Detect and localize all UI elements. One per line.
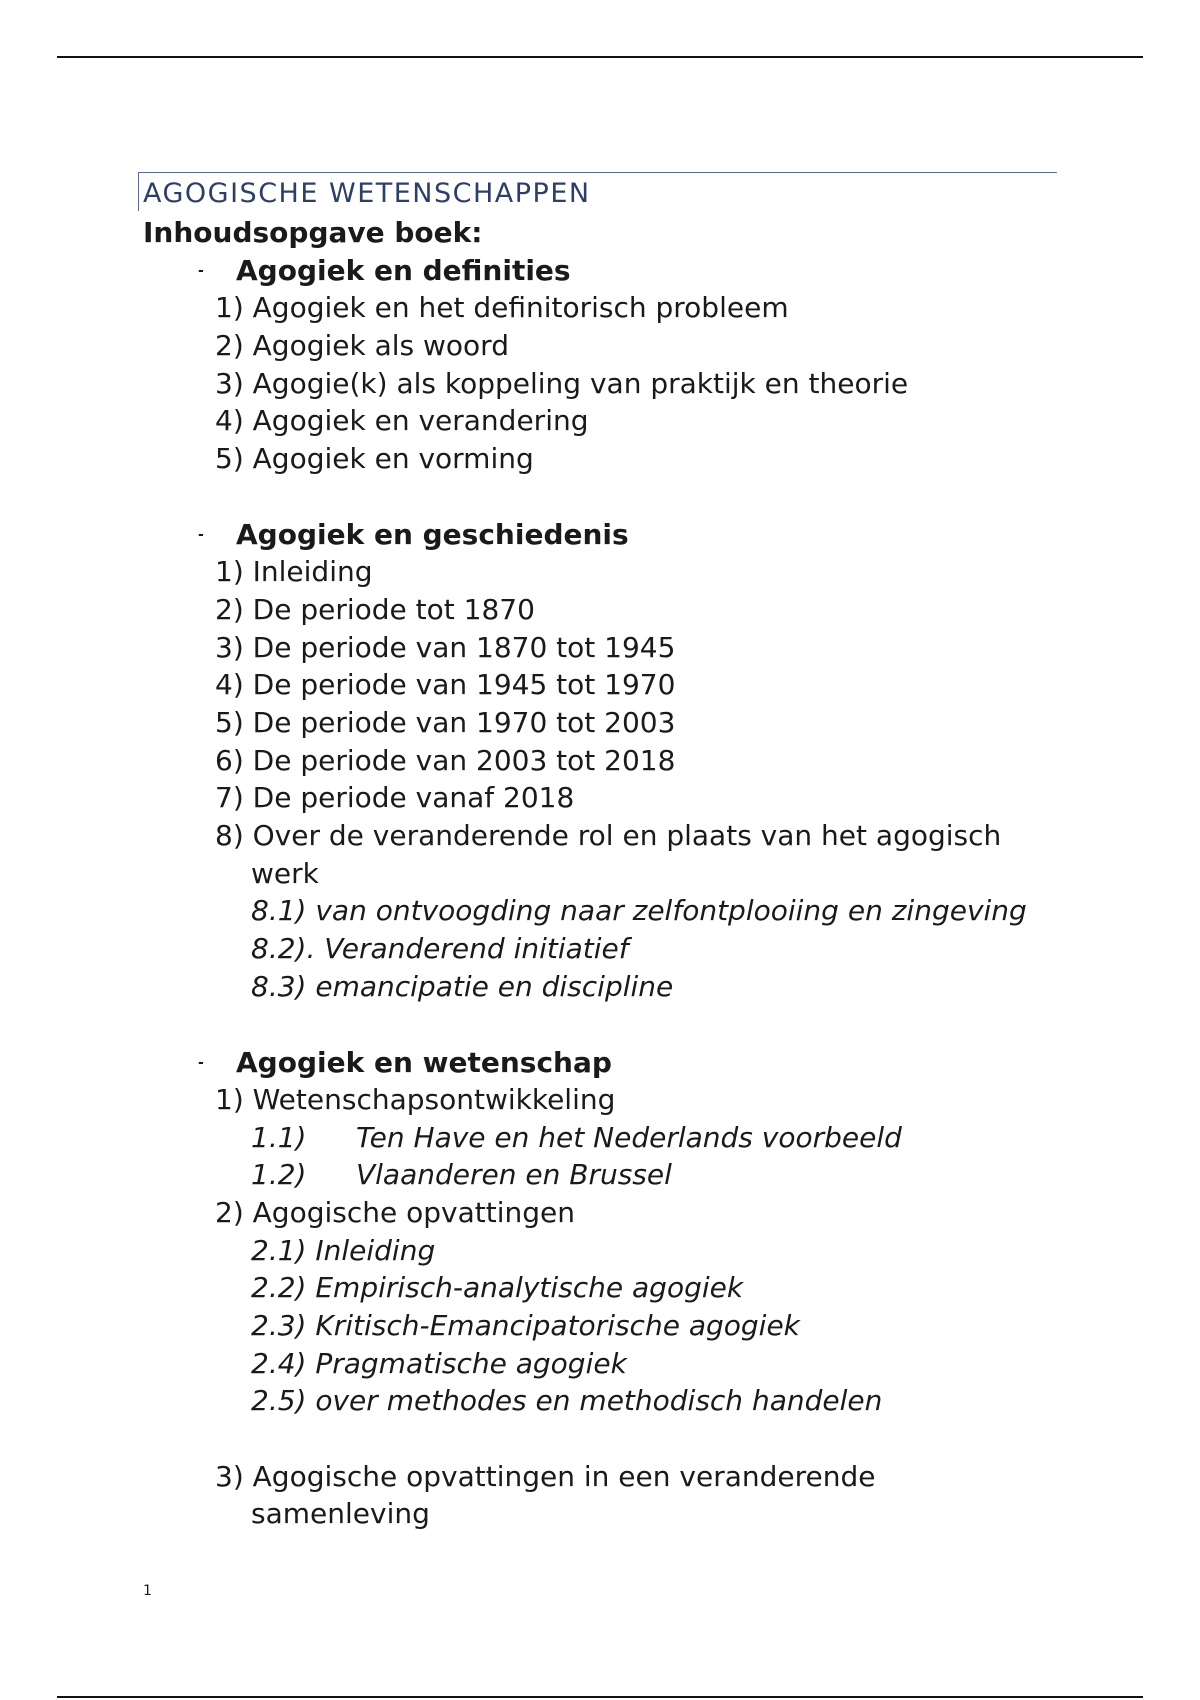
- subitem-number: 1.1): [251, 1121, 307, 1154]
- footer-rule: [57, 1696, 1143, 1698]
- toc-item: 1) Inleiding: [215, 555, 373, 588]
- subitem-text: Vlaanderen en Brussel: [356, 1158, 672, 1191]
- toc-subitem: 2.2) Empirisch-analytische agogiek: [251, 1271, 744, 1304]
- toc-item: 5) De periode van 1970 tot 2003: [215, 706, 676, 739]
- toc-subitem: 8.3) emancipatie en discipline: [251, 970, 674, 1003]
- toc-item: 4) Agogiek en verandering: [215, 404, 589, 437]
- bullet-marker: -: [198, 527, 204, 543]
- toc-item: 1) Agogiek en het definitorisch probleem: [215, 291, 789, 324]
- toc-item-continuation: samenleving: [251, 1497, 430, 1530]
- bullet-marker: -: [198, 263, 204, 279]
- section-heading: Agogiek en geschiedenis: [236, 518, 629, 551]
- subitem-text: Ten Have en het Nederlands voorbeeld: [356, 1121, 902, 1154]
- toc-item: 3) Agogie(k) als koppeling van praktijk en theorie: [215, 367, 909, 400]
- toc-item: 8) Over de veranderende rol en plaats van het agogisch: [215, 819, 1002, 852]
- toc-subitem: 8.1) van ontvoogding naar zelfontplooiing en zingeving: [251, 894, 1027, 927]
- toc-item: 6) De periode van 2003 tot 2018: [215, 744, 676, 777]
- toc-item: 2) Agogische opvattingen: [215, 1196, 575, 1229]
- toc-item: 1) Wetenschapsontwikkeling: [215, 1083, 616, 1116]
- toc-item: 5) Agogiek en vorming: [215, 442, 534, 475]
- toc-item: 3) Agogische opvattingen in een veranderende: [215, 1460, 876, 1493]
- toc-subitem: 2.5) over methodes en methodisch handelen: [251, 1384, 883, 1417]
- toc-item: 2) De periode tot 1870: [215, 593, 535, 626]
- section-heading: Agogiek en definities: [236, 254, 571, 287]
- toc-item: 7) De periode vanaf 2018: [215, 781, 575, 814]
- toc-item: 4) De periode van 1945 tot 1970: [215, 668, 676, 701]
- document-title: AGOGISCHE WETENSCHAPPEN: [143, 178, 591, 209]
- toc-item: 2) Agogiek als woord: [215, 329, 509, 362]
- header-rule: [57, 56, 1143, 58]
- subitem-number: 1.2): [251, 1158, 307, 1191]
- toc-subitem: 2.1) Inleiding: [251, 1234, 436, 1267]
- toc-subitem: 2.4) Pragmatische agogiek: [251, 1347, 627, 1380]
- toc-subitem: [251, 1119, 902, 1157]
- bullet-marker: -: [198, 1055, 204, 1071]
- toc-item: 3) De periode van 1870 tot 1945: [215, 631, 676, 664]
- toc-subitem: 2.3) Kritisch-Emancipatorische agogiek: [251, 1309, 800, 1342]
- page-number: 1: [143, 1583, 152, 1599]
- toc-subitem: [251, 1156, 672, 1194]
- toc-heading: Inhoudsopgave boek:: [143, 216, 483, 249]
- section-heading: Agogiek en wetenschap: [236, 1046, 612, 1079]
- toc-item-continuation: werk: [251, 857, 319, 890]
- toc-subitem: 8.2). Veranderend initiatief: [251, 932, 629, 965]
